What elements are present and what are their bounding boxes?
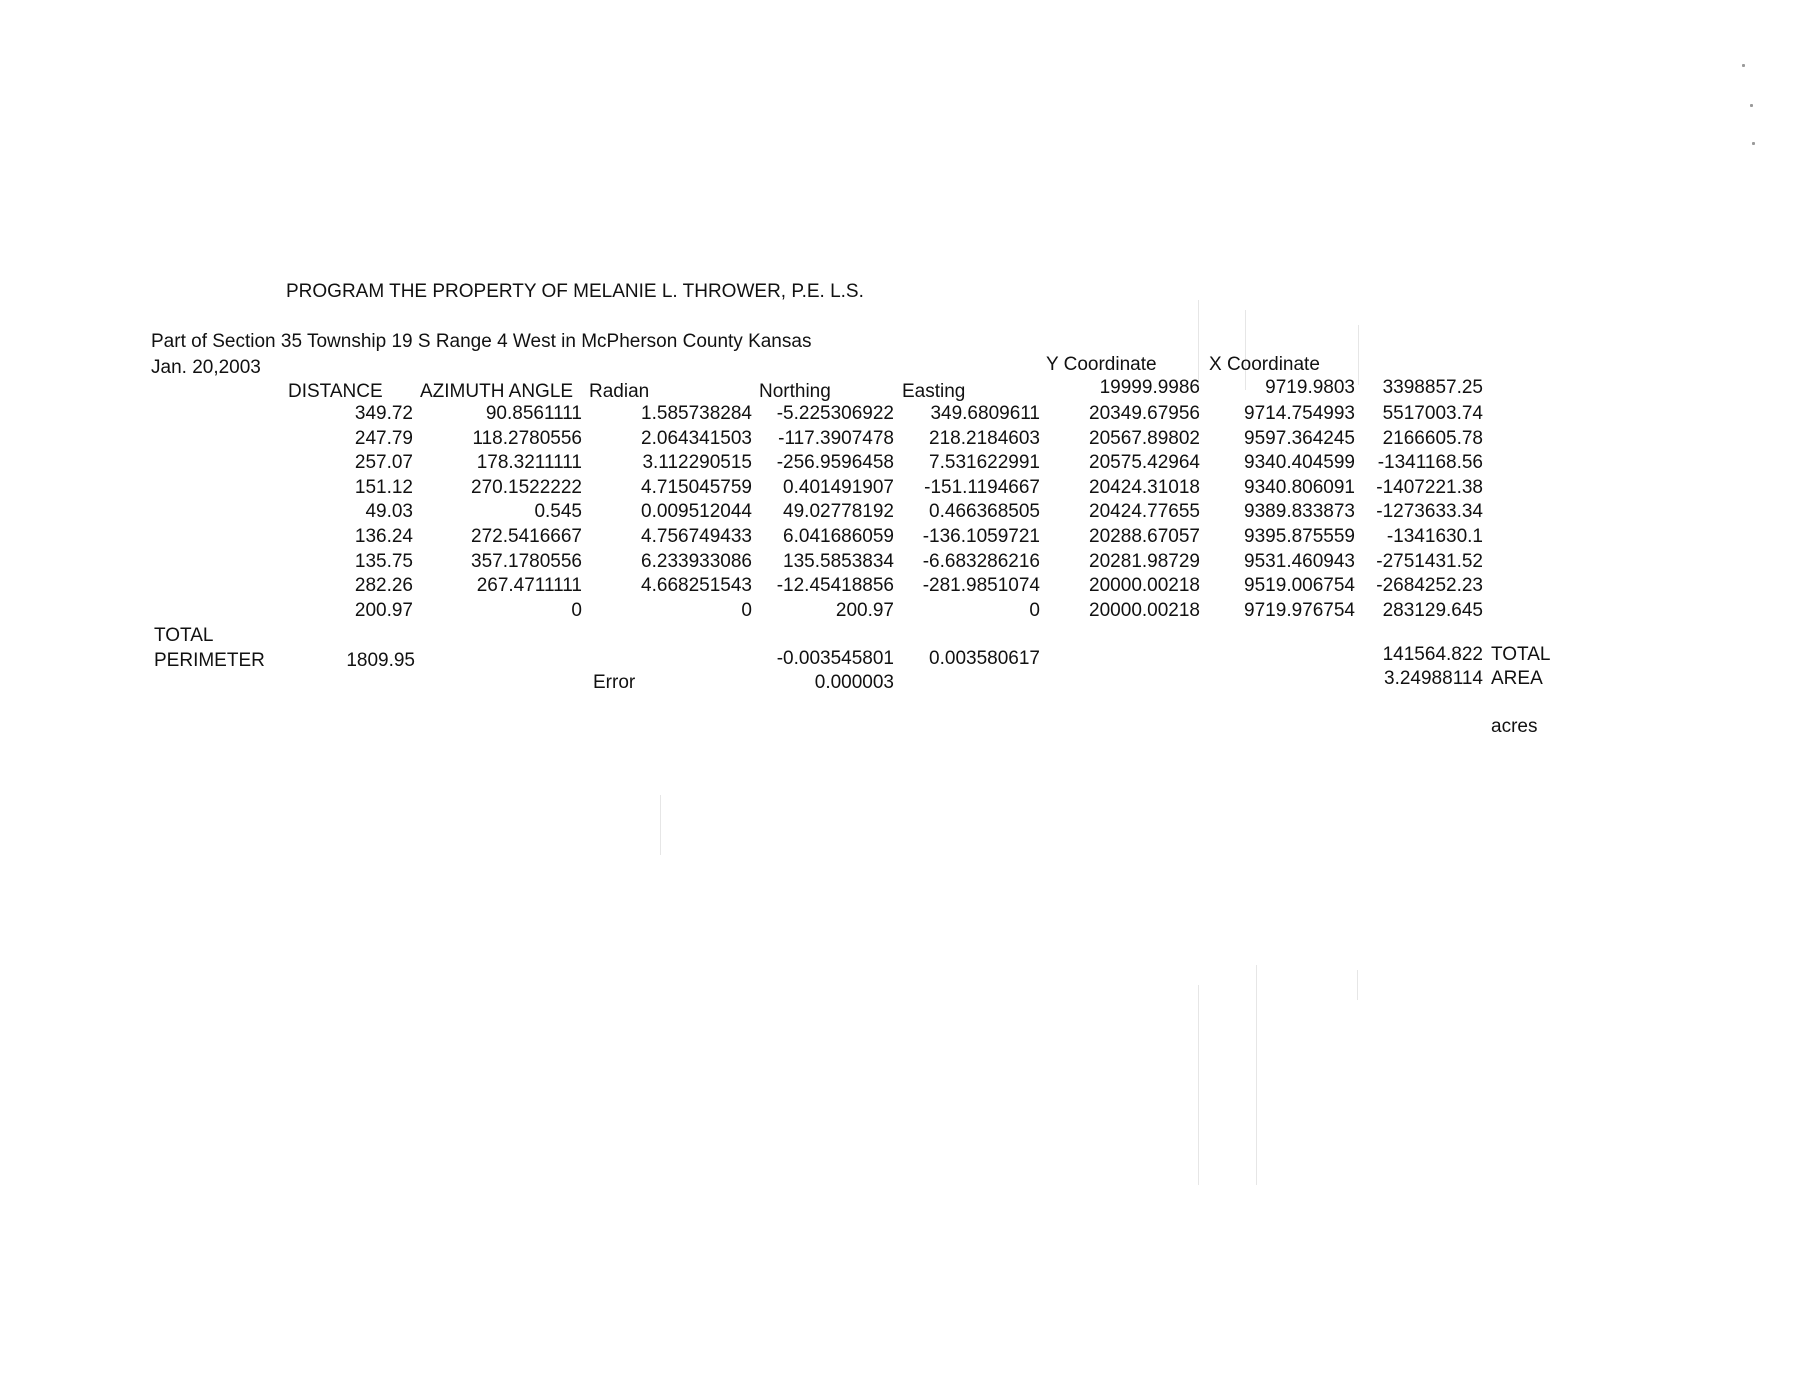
cell-easting: 218.2184603 bbox=[929, 428, 1040, 449]
cell-product: 2166605.78 bbox=[1382, 428, 1483, 449]
start-x-coordinate: 9719.9803 bbox=[1265, 377, 1355, 398]
cell-radian: 0 bbox=[741, 600, 752, 621]
cell-y-coordinate: 20567.89802 bbox=[1089, 428, 1200, 449]
perimeter-label: PERIMETER bbox=[154, 650, 265, 671]
easting-sum: 0.003580617 bbox=[929, 648, 1040, 669]
cell-easting: -281.9851074 bbox=[922, 575, 1040, 596]
cell-y-coordinate: 20575.42964 bbox=[1089, 452, 1200, 473]
cell-distance: 200.97 bbox=[354, 600, 413, 621]
cell-azimuth: 0.545 bbox=[534, 501, 582, 522]
cell-distance: 257.07 bbox=[354, 452, 413, 473]
cell-northing: 49.02778192 bbox=[783, 501, 894, 522]
cell-radian: 0.009512044 bbox=[641, 501, 752, 522]
cell-northing: 0.401491907 bbox=[783, 477, 894, 498]
cell-product: 283129.645 bbox=[1382, 600, 1483, 621]
area-acres-label: AREA bbox=[1491, 668, 1543, 689]
start-product: 3398857.25 bbox=[1382, 377, 1483, 398]
cell-northing: 135.5853834 bbox=[783, 551, 894, 572]
area-acres-value: 3.24988114 bbox=[1384, 668, 1483, 689]
cell-y-coordinate: 20424.31018 bbox=[1089, 477, 1200, 498]
cell-radian: 2.064341503 bbox=[641, 428, 752, 449]
cell-y-coordinate: 20288.67057 bbox=[1089, 526, 1200, 547]
cell-x-coordinate: 9395.875559 bbox=[1244, 526, 1355, 547]
date-line: Jan. 20,2003 bbox=[151, 357, 261, 378]
cell-azimuth: 270.1522222 bbox=[471, 477, 582, 498]
cell-northing: 6.041686059 bbox=[783, 526, 894, 547]
scan-speck bbox=[1750, 104, 1753, 107]
cell-distance: 49.03 bbox=[365, 501, 413, 522]
perimeter-value: 1809.95 bbox=[346, 650, 415, 671]
cell-y-coordinate: 20349.67956 bbox=[1089, 403, 1200, 424]
start-y-coordinate: 19999.9986 bbox=[1099, 377, 1200, 398]
cell-x-coordinate: 9340.404599 bbox=[1244, 452, 1355, 473]
cell-radian: 4.668251543 bbox=[641, 575, 752, 596]
cell-radian: 1.585738284 bbox=[641, 403, 752, 424]
cell-x-coordinate: 9714.754993 bbox=[1244, 403, 1355, 424]
cell-easting: -6.683286216 bbox=[922, 551, 1040, 572]
col-header-radian: Radian bbox=[589, 381, 650, 402]
cell-product: -2684252.23 bbox=[1376, 575, 1483, 596]
cell-product: -1341630.1 bbox=[1386, 526, 1483, 547]
scan-artifact bbox=[1256, 965, 1257, 1185]
cell-distance: 151.12 bbox=[354, 477, 413, 498]
col-header-northing: Northing bbox=[759, 381, 831, 402]
cell-x-coordinate: 9340.806091 bbox=[1244, 477, 1355, 498]
location-line: Part of Section 35 Township 19 S Range 4 West in McPherson County Kansas bbox=[151, 331, 812, 352]
cell-product: -1341168.56 bbox=[1377, 452, 1483, 473]
cell-easting: 349.6809611 bbox=[930, 403, 1040, 424]
northing-sum: -0.003545801 bbox=[776, 648, 894, 669]
cell-product: 5517003.74 bbox=[1382, 403, 1483, 424]
cell-radian: 4.715045759 bbox=[641, 477, 752, 498]
cell-y-coordinate: 20281.98729 bbox=[1089, 551, 1200, 572]
cell-product: -1407221.38 bbox=[1376, 477, 1483, 498]
cell-radian: 4.756749433 bbox=[641, 526, 752, 547]
cell-x-coordinate: 9719.976754 bbox=[1244, 600, 1355, 621]
cell-y-coordinate: 20424.77655 bbox=[1089, 501, 1200, 522]
cell-azimuth: 267.4711111 bbox=[476, 575, 582, 596]
scan-speck bbox=[1752, 142, 1755, 145]
cell-y-coordinate: 20000.00218 bbox=[1089, 600, 1200, 621]
area-sqft-value: 141564.822 bbox=[1382, 644, 1483, 665]
cell-distance: 136.24 bbox=[354, 526, 413, 547]
col-header-y-coordinate: Y Coordinate bbox=[1046, 354, 1157, 375]
cell-x-coordinate: 9597.364245 bbox=[1244, 428, 1355, 449]
cell-product: -1273633.34 bbox=[1376, 501, 1483, 522]
scan-speck bbox=[1742, 64, 1745, 67]
cell-easting: 0 bbox=[1029, 600, 1040, 621]
program-line: PROGRAM THE PROPERTY OF MELANIE L. THROWER, P.E. L.S. bbox=[286, 281, 864, 302]
cell-easting: 0.466368505 bbox=[929, 501, 1040, 522]
cell-azimuth: 118.2780556 bbox=[472, 428, 582, 449]
cell-distance: 349.72 bbox=[354, 403, 413, 424]
cell-distance: 247.79 bbox=[354, 428, 413, 449]
scan-artifact bbox=[660, 795, 661, 855]
cell-azimuth: 0 bbox=[571, 600, 582, 621]
cell-azimuth: 357.1780556 bbox=[471, 551, 582, 572]
col-header-easting: Easting bbox=[902, 381, 966, 402]
scan-artifact bbox=[1198, 985, 1199, 1185]
cell-azimuth: 178.3211111 bbox=[476, 452, 582, 473]
cell-radian: 6.233933086 bbox=[641, 551, 752, 572]
cell-easting: -136.1059721 bbox=[922, 526, 1040, 547]
cell-northing: 200.97 bbox=[835, 600, 894, 621]
cell-distance: 135.75 bbox=[354, 551, 413, 572]
cell-product: -2751431.52 bbox=[1376, 551, 1483, 572]
cell-x-coordinate: 9531.460943 bbox=[1244, 551, 1355, 572]
cell-northing: -256.9596458 bbox=[776, 452, 894, 473]
total-label: TOTAL bbox=[154, 625, 214, 646]
cell-x-coordinate: 9389.833873 bbox=[1244, 501, 1355, 522]
col-header-distance: DISTANCE bbox=[288, 381, 383, 402]
error-value: 0.000003 bbox=[814, 672, 894, 693]
cell-northing: -12.45418856 bbox=[776, 575, 894, 596]
units-label: acres bbox=[1491, 716, 1538, 737]
cell-distance: 282.26 bbox=[354, 575, 413, 596]
col-header-azimuth: AZIMUTH ANGLE bbox=[420, 381, 574, 402]
scan-artifact bbox=[1358, 325, 1359, 385]
cell-easting: 7.531622991 bbox=[929, 452, 1040, 473]
cell-easting: -151.1194667 bbox=[924, 477, 1040, 498]
error-label: Error bbox=[593, 672, 636, 693]
area-sqft-label: TOTAL bbox=[1491, 644, 1551, 665]
scan-artifact bbox=[1357, 970, 1358, 1000]
scan-artifact bbox=[1245, 310, 1246, 390]
cell-azimuth: 272.5416667 bbox=[471, 526, 582, 547]
col-header-x-coordinate: X Coordinate bbox=[1209, 354, 1320, 375]
cell-northing: -5.225306922 bbox=[776, 403, 894, 424]
cell-y-coordinate: 20000.00218 bbox=[1089, 575, 1200, 596]
cell-azimuth: 90.8561111 bbox=[485, 403, 582, 424]
cell-radian: 3.112290515 bbox=[642, 452, 752, 473]
cell-x-coordinate: 9519.006754 bbox=[1244, 575, 1355, 596]
cell-northing: -117.3907478 bbox=[778, 428, 894, 449]
